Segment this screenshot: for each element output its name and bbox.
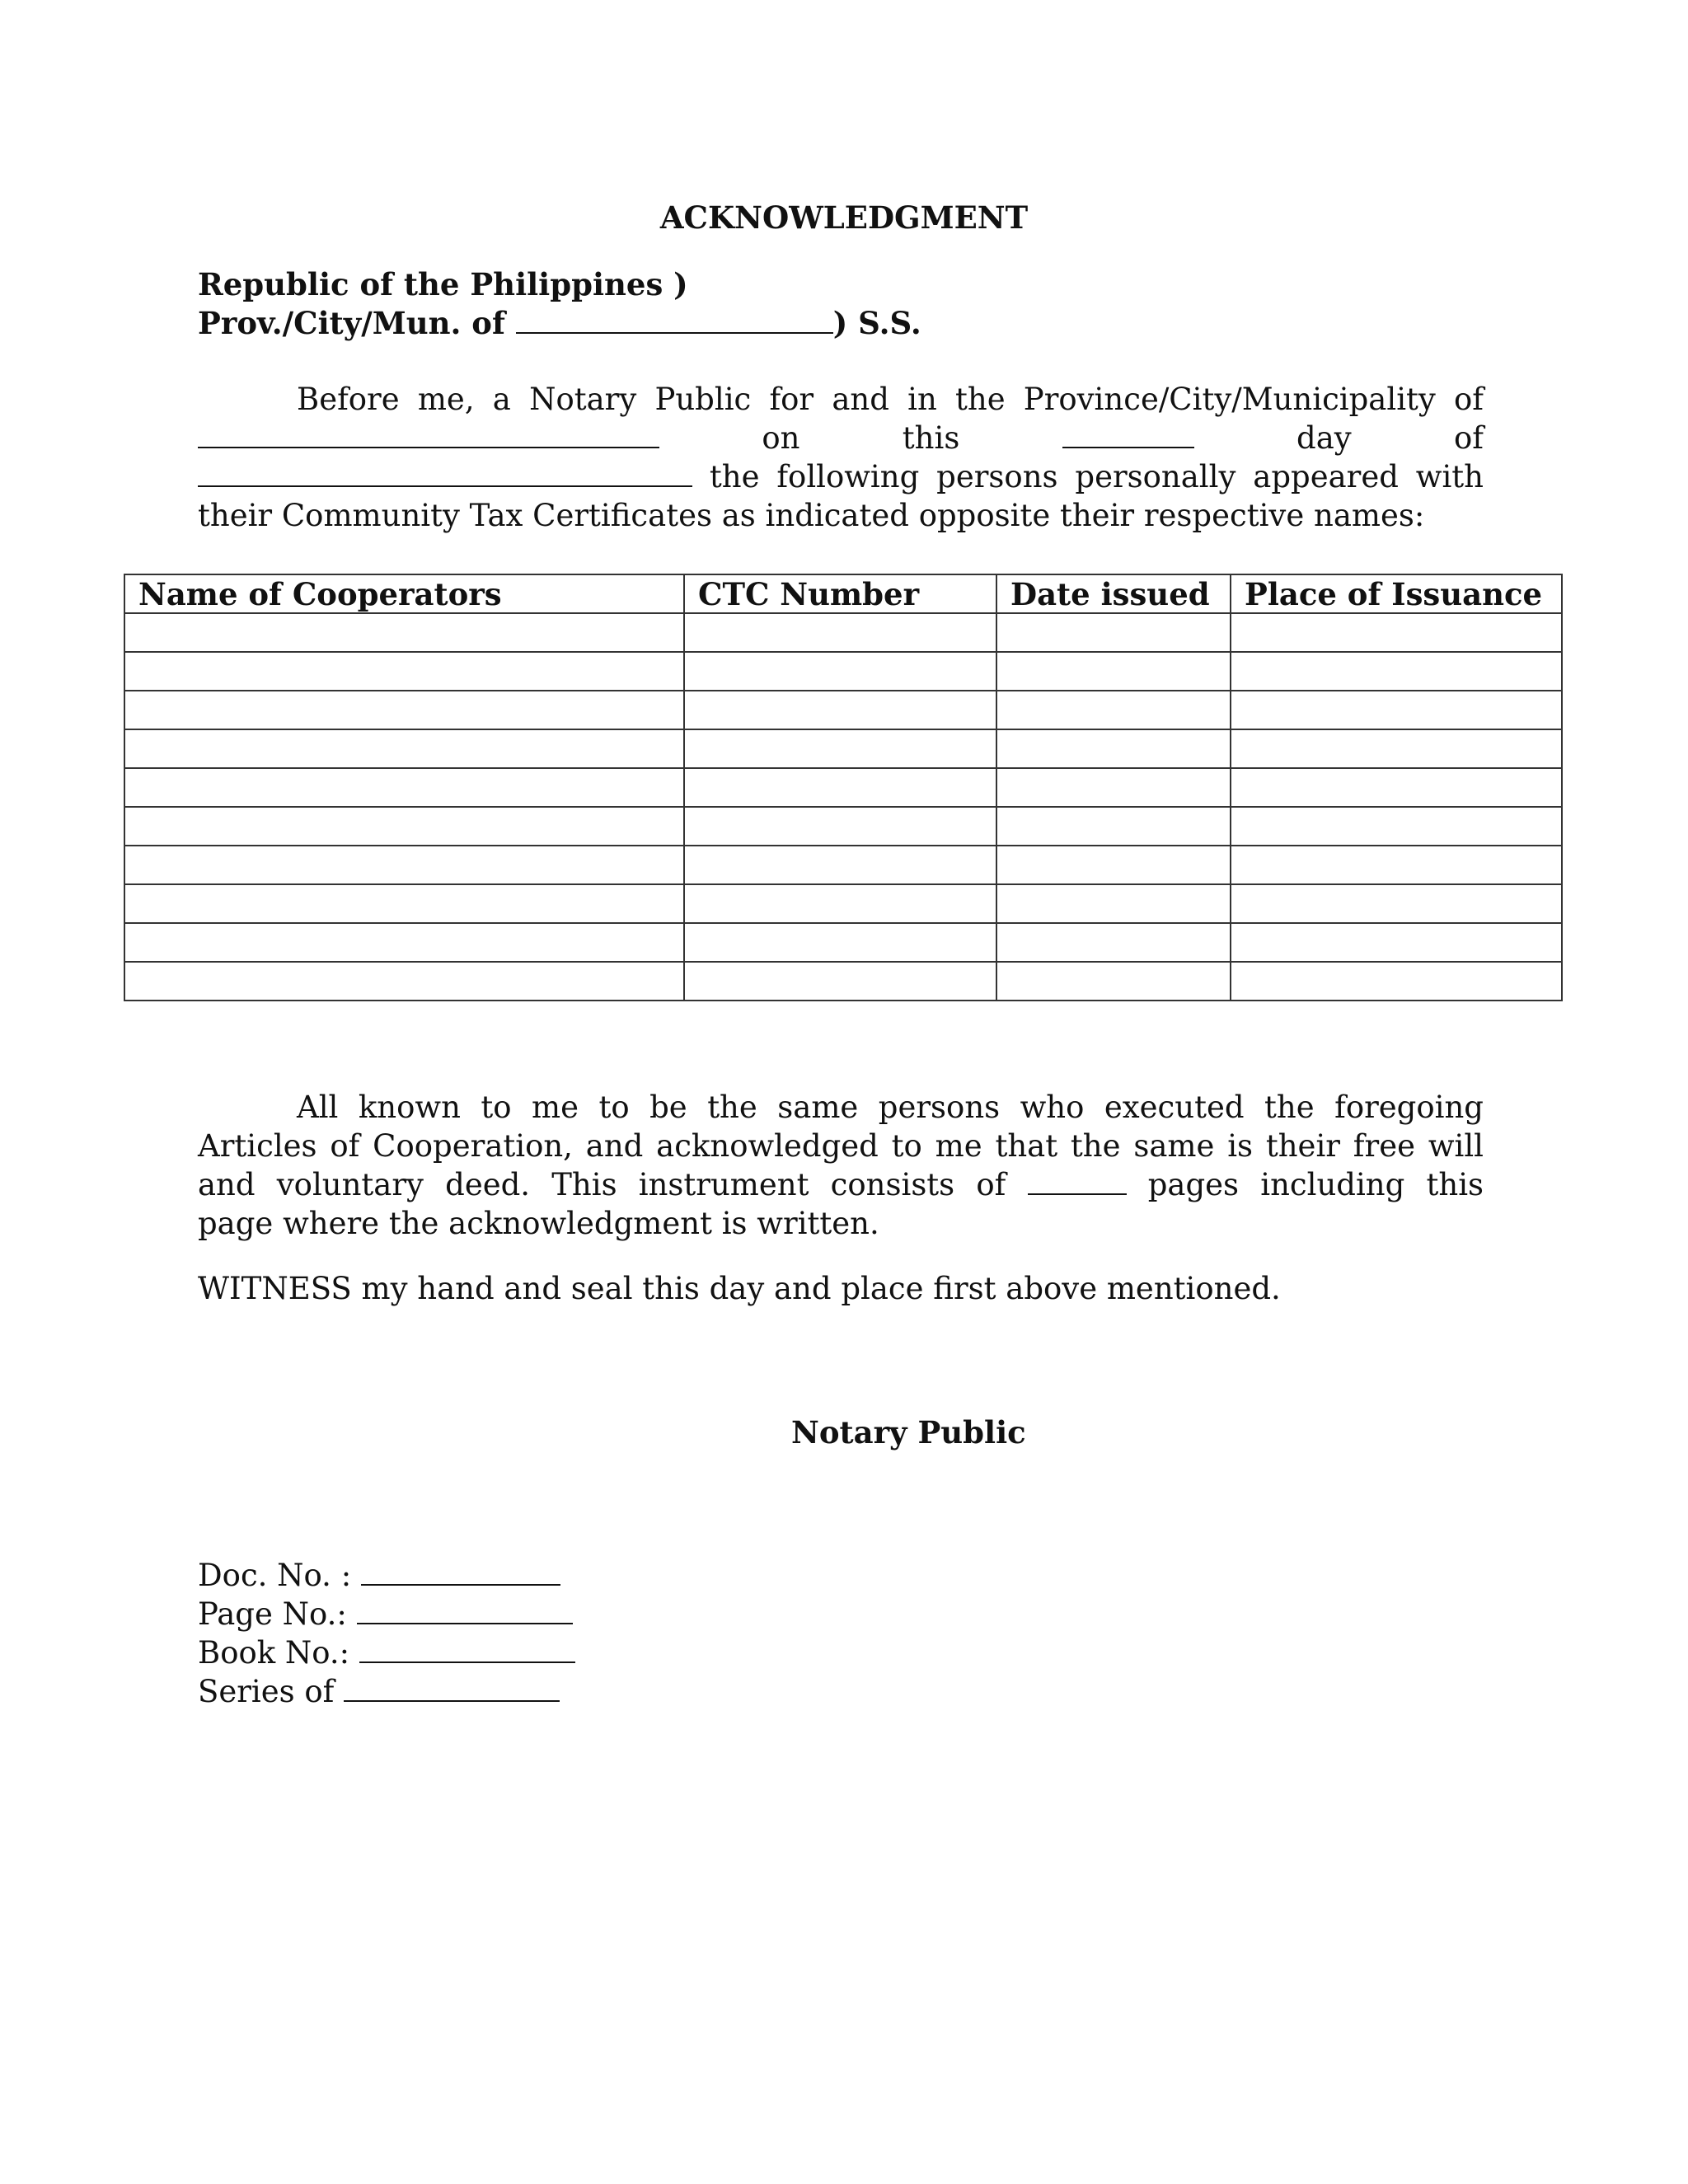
table-cell[interactable] bbox=[684, 846, 996, 884]
table-row bbox=[124, 846, 1562, 884]
closing-text-3b: pages including this bbox=[1147, 1167, 1484, 1202]
table-cell[interactable] bbox=[1231, 884, 1562, 923]
intro-line-2 bbox=[198, 419, 1484, 457]
intro-word-of: of bbox=[1454, 420, 1484, 456]
intro-line-4: their Community Tax Certificates as indicated opposite their respective names: bbox=[198, 498, 1425, 533]
table-cell[interactable] bbox=[996, 962, 1231, 1001]
intro-word-on: on bbox=[762, 420, 800, 456]
intro-word-this: this bbox=[902, 420, 960, 456]
header-ctc-number: CTC Number bbox=[684, 574, 996, 613]
table-cell[interactable] bbox=[996, 691, 1231, 729]
intro-text-1: Before me, a Notary Public for and in the Province/City/Municipality of bbox=[297, 382, 1484, 417]
table-cell[interactable] bbox=[996, 807, 1231, 846]
venue-locality-label: Prov./City/Mun. of bbox=[198, 305, 516, 341]
municipality-blank[interactable] bbox=[198, 419, 659, 448]
table-cell[interactable] bbox=[996, 652, 1231, 691]
intro-line-1 bbox=[198, 380, 1484, 419]
intro-paragraph bbox=[198, 380, 1484, 535]
closing-line-2: Articles of Cooperation, and acknowledged to me that the same is their free will bbox=[198, 1128, 1484, 1164]
table-cell[interactable] bbox=[1231, 962, 1562, 1001]
table-cell[interactable] bbox=[124, 807, 684, 846]
table-cell[interactable] bbox=[124, 768, 684, 807]
series-label: Series of bbox=[198, 1674, 345, 1709]
header-name-of-cooperators: Name of Cooperators bbox=[124, 574, 684, 613]
table-cell[interactable] bbox=[124, 729, 684, 768]
table-cell[interactable] bbox=[996, 884, 1231, 923]
table-row bbox=[124, 729, 1562, 768]
table-cell[interactable] bbox=[996, 613, 1231, 652]
table-row bbox=[124, 691, 1562, 729]
table-cell[interactable] bbox=[1231, 729, 1562, 768]
document-title: ACKNOWLEDGMENT bbox=[659, 199, 1029, 236]
closing-line-3 bbox=[198, 1165, 1484, 1204]
table-cell[interactable] bbox=[684, 962, 996, 1001]
table-cell[interactable] bbox=[1231, 846, 1562, 884]
table-cell[interactable] bbox=[1231, 652, 1562, 691]
header-place-of-issuance: Place of Issuance bbox=[1231, 574, 1562, 613]
doc-no-blank[interactable] bbox=[361, 1556, 560, 1586]
intro-line-3 bbox=[198, 457, 1484, 496]
witness-statement: WITNESS my hand and seal this day and place first above mentioned. bbox=[198, 1271, 1281, 1306]
table-header-row bbox=[124, 574, 1562, 613]
table-cell[interactable] bbox=[684, 691, 996, 729]
doc-no-label: Doc. No. : bbox=[198, 1558, 361, 1593]
book-no-line bbox=[198, 1633, 575, 1672]
table-cell[interactable] bbox=[684, 923, 996, 962]
book-no-blank[interactable] bbox=[359, 1633, 575, 1663]
header-date-issued: Date issued bbox=[996, 574, 1231, 613]
venue-locality bbox=[198, 303, 921, 343]
doc-no-line bbox=[198, 1556, 560, 1595]
venue-country: Republic of the Philippines ) bbox=[198, 266, 688, 302]
table-cell[interactable] bbox=[996, 846, 1231, 884]
table-row bbox=[124, 613, 1562, 652]
table-cell[interactable] bbox=[684, 613, 996, 652]
table-row bbox=[124, 884, 1562, 923]
page-no-line bbox=[198, 1595, 573, 1633]
table-cell[interactable] bbox=[684, 729, 996, 768]
day-blank[interactable] bbox=[1062, 419, 1194, 448]
table-row bbox=[124, 652, 1562, 691]
month-year-blank[interactable] bbox=[198, 457, 692, 487]
page-no-blank[interactable] bbox=[357, 1595, 573, 1624]
table-row bbox=[124, 962, 1562, 1001]
table-cell[interactable] bbox=[684, 884, 996, 923]
table-cell[interactable] bbox=[124, 923, 684, 962]
intro-word-day: day bbox=[1296, 420, 1352, 456]
closing-line-4: page where the acknowledgment is written. bbox=[198, 1206, 879, 1241]
table-cell[interactable] bbox=[684, 652, 996, 691]
table-row bbox=[124, 807, 1562, 846]
table-cell[interactable] bbox=[996, 768, 1231, 807]
table-row bbox=[124, 768, 1562, 807]
table-cell[interactable] bbox=[996, 729, 1231, 768]
book-no-label: Book No.: bbox=[198, 1635, 359, 1671]
page-no-label: Page No.: bbox=[198, 1596, 357, 1632]
table-cell[interactable] bbox=[124, 884, 684, 923]
table-cell[interactable] bbox=[124, 691, 684, 729]
table-cell[interactable] bbox=[684, 768, 996, 807]
cooperators-table bbox=[124, 574, 1563, 1001]
table-cell[interactable] bbox=[124, 846, 684, 884]
series-line bbox=[198, 1672, 560, 1711]
intro-text-3: the following persons personally appeared with bbox=[692, 459, 1484, 494]
table-cell[interactable] bbox=[684, 807, 996, 846]
table-cell[interactable] bbox=[124, 652, 684, 691]
venue-ss-label: ) S.S. bbox=[832, 305, 921, 341]
table-cell[interactable] bbox=[1231, 691, 1562, 729]
notary-public-label: Notary Public bbox=[791, 1414, 1026, 1451]
table-cell[interactable] bbox=[124, 962, 684, 1001]
table-cell[interactable] bbox=[124, 613, 684, 652]
closing-line-1 bbox=[198, 1088, 1484, 1127]
page-count-blank[interactable] bbox=[1028, 1165, 1127, 1195]
table-row bbox=[124, 923, 1562, 962]
table-cell[interactable] bbox=[1231, 768, 1562, 807]
table-cell[interactable] bbox=[996, 923, 1231, 962]
table-cell[interactable] bbox=[1231, 807, 1562, 846]
table-cell[interactable] bbox=[1231, 923, 1562, 962]
closing-text-3a: and voluntary deed. This instrument consists of bbox=[198, 1167, 1006, 1202]
closing-paragraph bbox=[198, 1088, 1484, 1243]
locality-blank[interactable] bbox=[516, 304, 833, 334]
closing-text-1: All known to me to be the same persons who executed the foregoing bbox=[297, 1090, 1484, 1125]
table-cell[interactable] bbox=[1231, 613, 1562, 652]
series-blank[interactable] bbox=[344, 1672, 560, 1702]
